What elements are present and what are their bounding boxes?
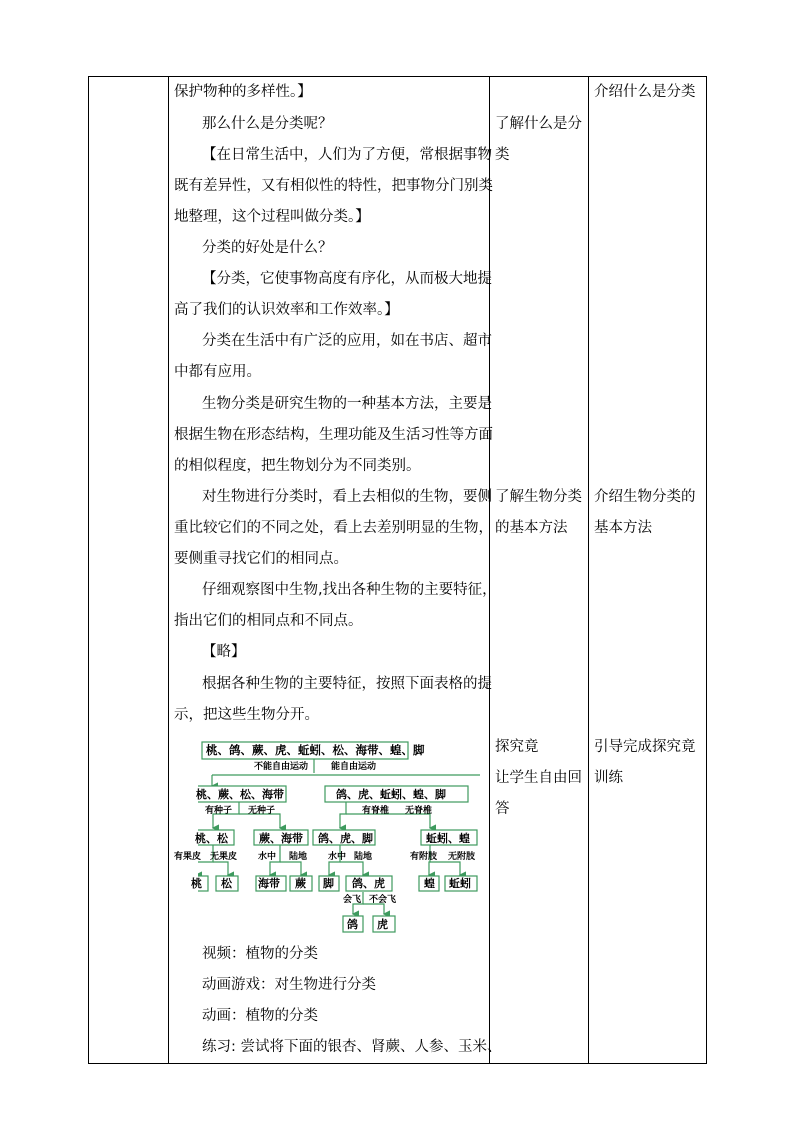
text-line: 视频：植物的分类 xyxy=(202,946,318,962)
text-line: 介绍什么是分类 xyxy=(594,84,696,100)
diagram-criterion: 有附肢 xyxy=(410,852,438,862)
text-line: 根据各种生物的主要特征，按照下面表格的提 xyxy=(202,676,492,692)
diagram-criterion: 陆地 xyxy=(289,852,308,862)
diagram-criterion: 无附肢 xyxy=(448,852,476,862)
text-line: 那么什么是分类呢？ xyxy=(202,116,333,132)
text-line: 既有差异性，又有相似性的特性，把事物分门别类 xyxy=(174,178,493,194)
text-line: 练习: 尝试将下面的银杏、肾蕨、人参、玉米、 xyxy=(202,1039,502,1055)
diagram-criterion: 不会飞 xyxy=(369,895,397,905)
text-line: 了解生物分类 xyxy=(495,489,582,505)
text-line: 的相似程度，把生物划分为不同类别。 xyxy=(174,458,421,474)
text-line: 【在日常生活中，人们为了方便，常根据事物 xyxy=(202,147,492,163)
diagram-leaf-label: 松 xyxy=(221,877,232,890)
text-line: 重比较它们的不同之处，看上去差别明显的生物， xyxy=(174,520,493,536)
text-line: 中都有应用。 xyxy=(174,364,261,380)
diagram-leaf-label: 鸽 xyxy=(347,918,358,931)
diagram-node-label: 蕨、海带 xyxy=(259,832,303,845)
diagram-criterion: 水中 xyxy=(328,852,347,862)
diagram-leaf-label: 桃 xyxy=(191,877,202,890)
diagram-criterion: 有脊椎 xyxy=(362,806,390,816)
text-line: 对生物进行分类时，看上去相似的生物，要侧 xyxy=(202,489,492,505)
diagram-node-label: 蚯蚓、蝗 xyxy=(426,832,470,845)
text-line: 类 xyxy=(495,147,510,163)
text-line: 仔细观察图中生物,找出各种生物的主要特征， xyxy=(202,582,497,598)
diagram-criterion: 无种子 xyxy=(248,806,276,816)
diagram-leaf-label: 蕨 xyxy=(295,877,306,890)
text-line: 答 xyxy=(495,801,510,817)
text-line: 让学生自由回 xyxy=(495,770,582,786)
diagram-criterion: 有果皮 xyxy=(174,852,202,862)
diagram-leaf-label: 蚯蚓 xyxy=(449,877,471,890)
text-line: 分类在生活中有广泛的应用，如在书店、超市 xyxy=(202,333,492,349)
diagram-node-label: 鸽、虎、脚 xyxy=(318,832,373,845)
diagram-criterion: 能自由运动 xyxy=(331,762,377,772)
text-line: 要侧重寻找它们的相同点。 xyxy=(174,551,348,567)
text-line: 生物分类是研究生物的一种基本方法，主要是 xyxy=(202,396,492,412)
text-line: 指出它们的相同点和不同点。 xyxy=(174,613,363,629)
diagram-node-label: 鸽、虎、蚯蚓、蝗、脚 xyxy=(336,788,446,801)
text-line: 探究竟 xyxy=(495,739,539,755)
diagram-criterion: 会飞 xyxy=(343,895,362,905)
diagram-leaf-label: 虎 xyxy=(377,918,388,931)
text-line: 保护物种的多样性。】 xyxy=(174,84,312,100)
text-line: 动画游戏：对生物进行分类 xyxy=(202,977,376,993)
text-line: 地整理，这个过程叫做分类。】 xyxy=(174,209,370,225)
text-line: 【略】 xyxy=(202,644,246,660)
diagram-node-label: 桃、松 xyxy=(195,832,228,845)
text-line: 【分类，它使事物高度有序化，从而极大地提 xyxy=(202,271,492,287)
text-line: 分类的好处是什么？ xyxy=(202,240,333,256)
diagram-criterion: 陆地 xyxy=(354,852,373,862)
diagram-criterion: 不能自由运动 xyxy=(254,762,309,772)
diagram-leaf-label: 脚 xyxy=(323,877,334,890)
diagram-node-label: 鸽、虎 xyxy=(352,877,385,890)
text-line: 基本方法 xyxy=(594,520,652,536)
diagram-criterion: 无脊椎 xyxy=(405,806,433,816)
diagram-criterion: 水中 xyxy=(258,852,277,862)
diagram-criterion: 无果皮 xyxy=(210,852,238,862)
text-line: 训练 xyxy=(594,770,623,786)
text-line: 了解什么是分 xyxy=(495,116,582,132)
diagram-leaf-label: 蝗 xyxy=(424,877,435,890)
text-line: 的基本方法 xyxy=(495,520,568,536)
diagram-leaf-label: 海带 xyxy=(258,877,280,890)
diagram-node-label: 桃、蕨、松、海带 xyxy=(196,788,284,801)
text-line: 示，把这些生物分开。 xyxy=(174,707,319,723)
text-line: 动画：植物的分类 xyxy=(202,1008,318,1024)
text-line: 介绍生物分类的 xyxy=(594,489,696,505)
text-line: 引导完成探究竟 xyxy=(594,739,696,755)
diagram-root-label: 桃、鸽、蕨、虎、蚯蚓、松、海带、蝗、脚 xyxy=(206,743,425,757)
diagram-criterion: 有种子 xyxy=(205,806,233,816)
text-line: 高了我们的认识效率和工作效率。】 xyxy=(174,302,399,318)
text-line: 根据生物在形态结构，生理功能及生活习性等方面 xyxy=(174,427,493,443)
